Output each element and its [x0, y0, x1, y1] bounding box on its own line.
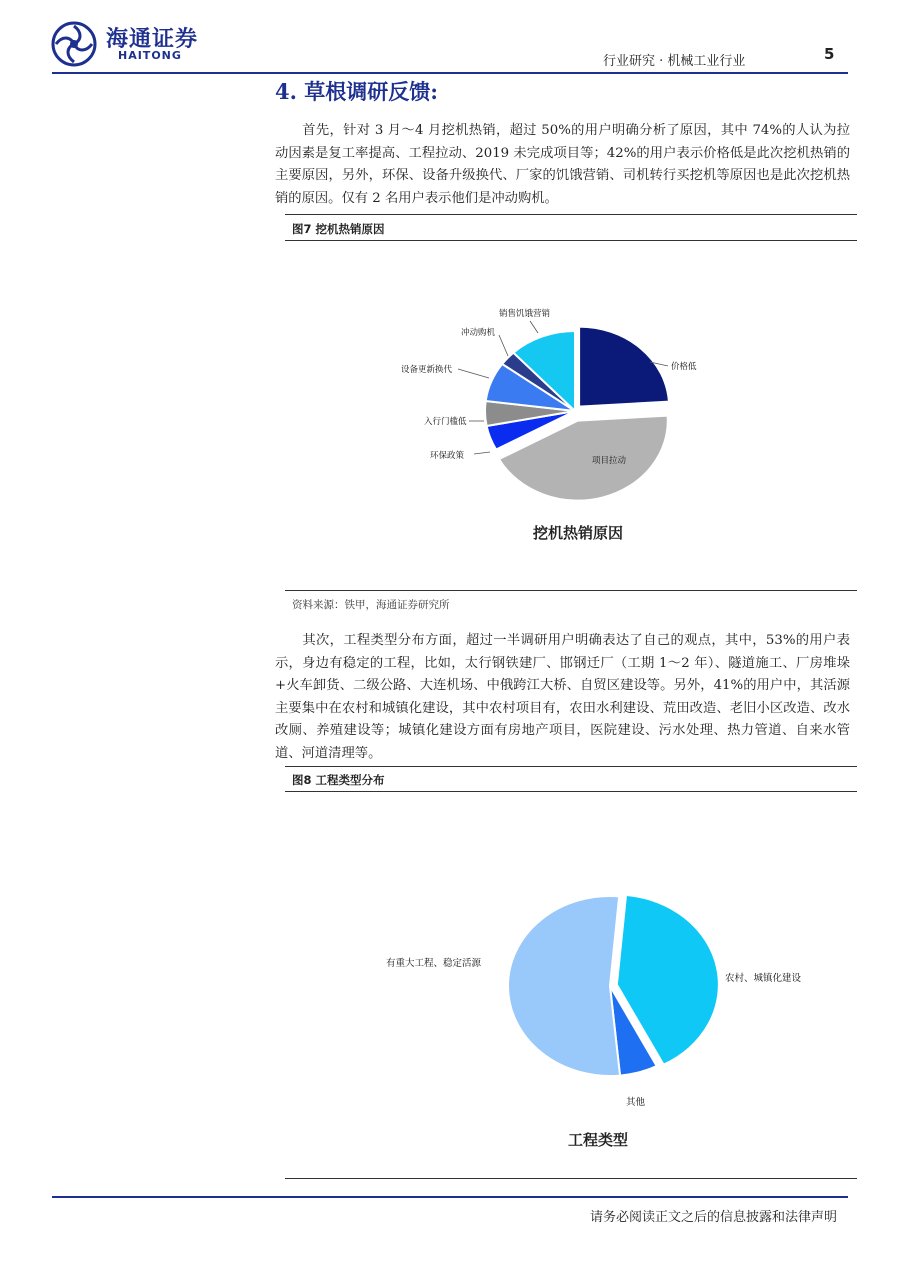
footer-disclaimer: 请务必阅读正文之后的信息披露和法律声明	[590, 1210, 838, 1225]
logo-text-en: HAITONG	[118, 49, 182, 62]
figure-8-label: 图8 工程类型分布	[292, 773, 385, 787]
fig7-chart-title: 挖机热销原因	[532, 524, 624, 542]
fig7-slice-label-5: 冲动购机	[461, 328, 496, 338]
fig7-slice-label-2: 环保政策	[430, 451, 465, 461]
fig7-slice-label-4: 设备更新换代	[401, 365, 453, 375]
fig8-slice-label-2: 有重大工程、稳定活源	[386, 958, 482, 969]
figure-7-source: 资料来源：铁甲，海通证券研究所	[292, 599, 450, 611]
fig8-slice-label-0: 农村、城镇化建设	[725, 973, 802, 984]
fig7-slice-label-3: 入行门槛低	[424, 417, 467, 427]
footer-divider	[52, 1196, 848, 1198]
paragraph-1-text: 首先，针对 3 月～4 月挖机热销，超过 50%的用户明确分析了原因，其中 74%的人认为拉动因素是复工率提高、工程拉动、2019 未完成项目等；42%的用户表示价格低是此次挖机热销的主要原因，另外，环保、设备升级换代、厂家的饥饿营销、司机转行买挖机等原因也是此次挖机热销的原因。仅有 2 名用户表示他们是冲动购机。	[275, 123, 850, 206]
fig7-slice-label-1: 项目拉动	[592, 456, 627, 466]
fig8-pie-slice-2	[508, 896, 620, 1076]
fig7-slice-label-6: 销售饥饿营销	[499, 309, 551, 319]
figure-7-label: 图7 挖机热销原因	[292, 222, 385, 236]
figure-8-bottom-rule	[285, 1178, 857, 1179]
logo-text-cn: 海通证券	[106, 26, 199, 52]
fig7-slice-label-0: 价格低	[671, 362, 697, 372]
paragraph-2-text: 其次，工程类型分布方面，超过一半调研用户明确表达了自己的观点，其中，53%的用户表示，身边有稳定的工程，比如，太行钢铁建厂、邯钢迁厂（工期 1～2 年）、隧道施工、厂房堆垛+火车卸货、二级公路、大连机场、中俄跨江大桥、自贸区建设等。另外，41%的用户中，其活源主要集中在农村和城镇化建设，其中农村项目有，农田水利建设、荒田改造、老旧小区改造、改水改厕、养殖建设等；城镇化建设方面有房地产项目，医院建设、污水处理、热力管道、自来水管道、河道清理等。	[275, 633, 850, 761]
header-title: 行业研究 · 机械工业行业	[603, 54, 746, 69]
section-title: 4. 草根调研反馈:	[275, 79, 438, 104]
page-number: 5	[824, 45, 835, 63]
fig8-chart-title: 工程类型	[567, 1131, 629, 1149]
fig8-slice-label-1: 其他	[626, 1097, 646, 1108]
